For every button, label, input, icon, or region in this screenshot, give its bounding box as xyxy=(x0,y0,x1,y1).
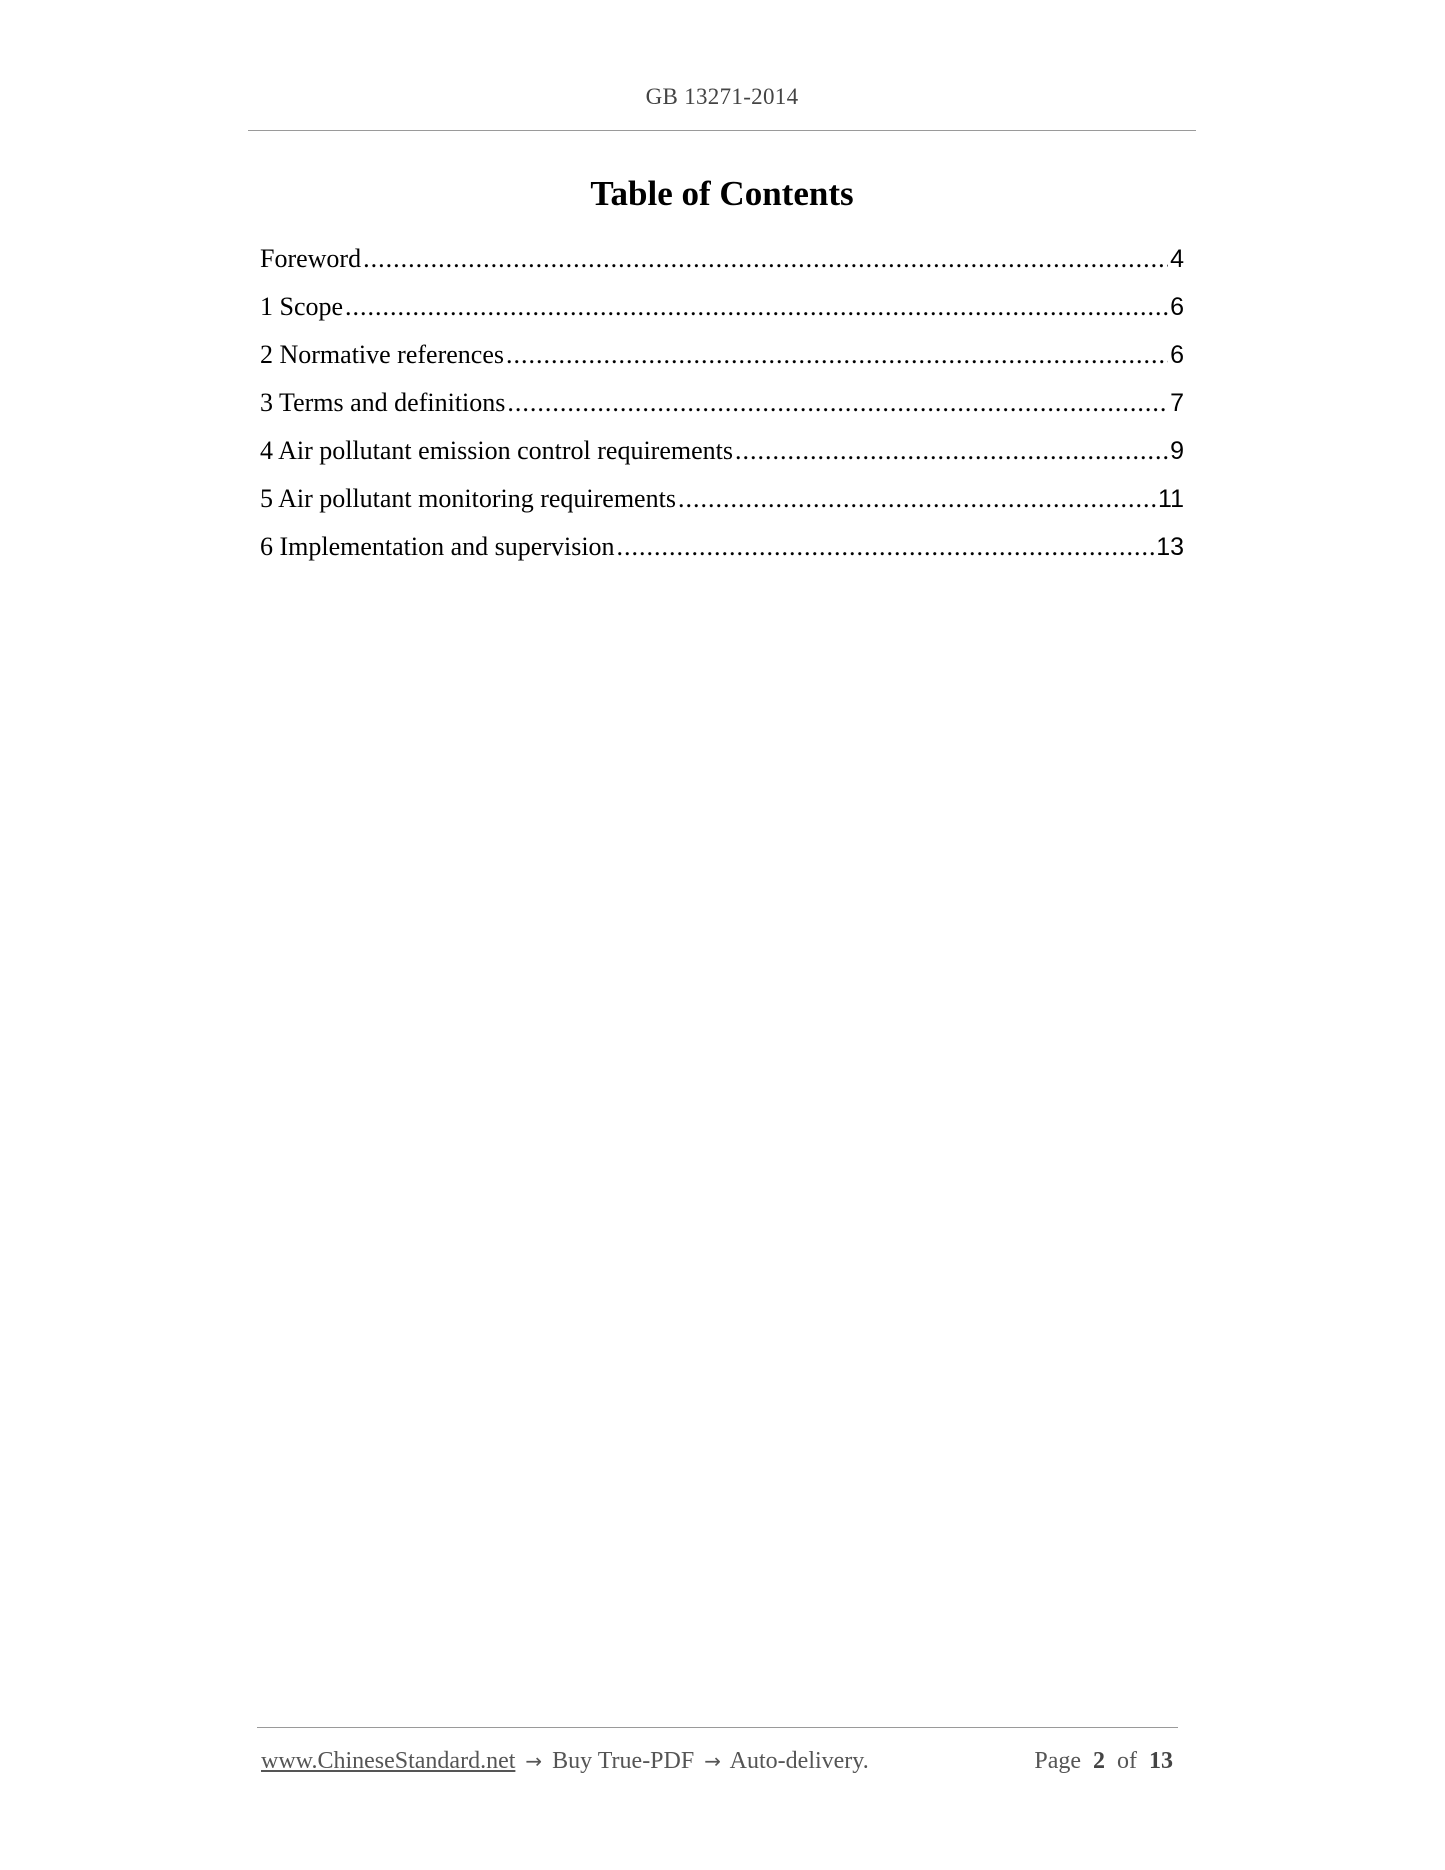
toc-title: Table of Contents xyxy=(590,174,854,213)
running-header: GB 13271-2014 xyxy=(645,84,799,109)
site-link[interactable]: www.ChineseStandard.net xyxy=(261,1748,516,1774)
toc-list xyxy=(260,244,1184,580)
page-current: 2 xyxy=(1093,1748,1105,1774)
page-footer xyxy=(261,1748,1173,1775)
page-number xyxy=(1034,1748,1173,1775)
arrow-right-icon: → xyxy=(525,1749,543,1773)
toc-entry-emission-control[interactable] xyxy=(260,436,1184,484)
toc-entry-normative-references[interactable] xyxy=(260,340,1184,388)
page-word: Page xyxy=(1034,1748,1081,1774)
toc-entry-page: 6 xyxy=(1170,341,1184,369)
footer-step-buy: Buy True-PDF xyxy=(552,1748,695,1774)
header-divider xyxy=(248,130,1196,131)
of-word: of xyxy=(1117,1748,1137,1774)
toc-dot-leader xyxy=(735,436,1168,466)
arrow-right-icon: → xyxy=(704,1749,721,1773)
toc-dot-leader xyxy=(678,484,1156,514)
toc-entry-terms-definitions[interactable] xyxy=(260,388,1184,436)
toc-entry-page: 4 xyxy=(1170,245,1184,273)
toc-entry-label: 3 Terms and definitions xyxy=(260,388,506,417)
toc-entry-label: 1 Scope xyxy=(260,292,344,321)
toc-entry-page: 13 xyxy=(1156,533,1184,561)
toc-entry-label: 2 Normative references xyxy=(260,340,504,369)
toc-entry-page: 7 xyxy=(1170,389,1184,417)
toc-entry-page: 6 xyxy=(1170,293,1184,321)
toc-entry-label: 4 Air pollutant emission control requirements xyxy=(260,436,733,465)
toc-dot-leader xyxy=(506,340,1168,370)
toc-dot-leader xyxy=(507,388,1168,418)
toc-entry-page: 11 xyxy=(1158,485,1184,513)
toc-entry-scope[interactable] xyxy=(260,292,1184,340)
toc-entry-label: 5 Air pollutant monitoring requirements xyxy=(260,484,676,513)
footer-promo xyxy=(261,1748,869,1775)
toc-entry-monitoring[interactable] xyxy=(260,484,1184,532)
footer-divider xyxy=(257,1727,1178,1728)
toc-entry-implementation[interactable] xyxy=(260,532,1184,580)
footer-step-delivery: Auto-delivery. xyxy=(729,1748,869,1774)
toc-dot-leader xyxy=(363,244,1168,274)
toc-entry-foreword[interactable] xyxy=(260,244,1184,292)
toc-entry-page: 9 xyxy=(1170,437,1184,465)
toc-entry-label: 6 Implementation and supervision xyxy=(260,532,615,561)
toc-dot-leader xyxy=(345,292,1168,322)
page-total: 13 xyxy=(1149,1748,1173,1774)
toc-dot-leader xyxy=(617,532,1155,562)
toc-entry-label: Foreword xyxy=(260,244,362,273)
